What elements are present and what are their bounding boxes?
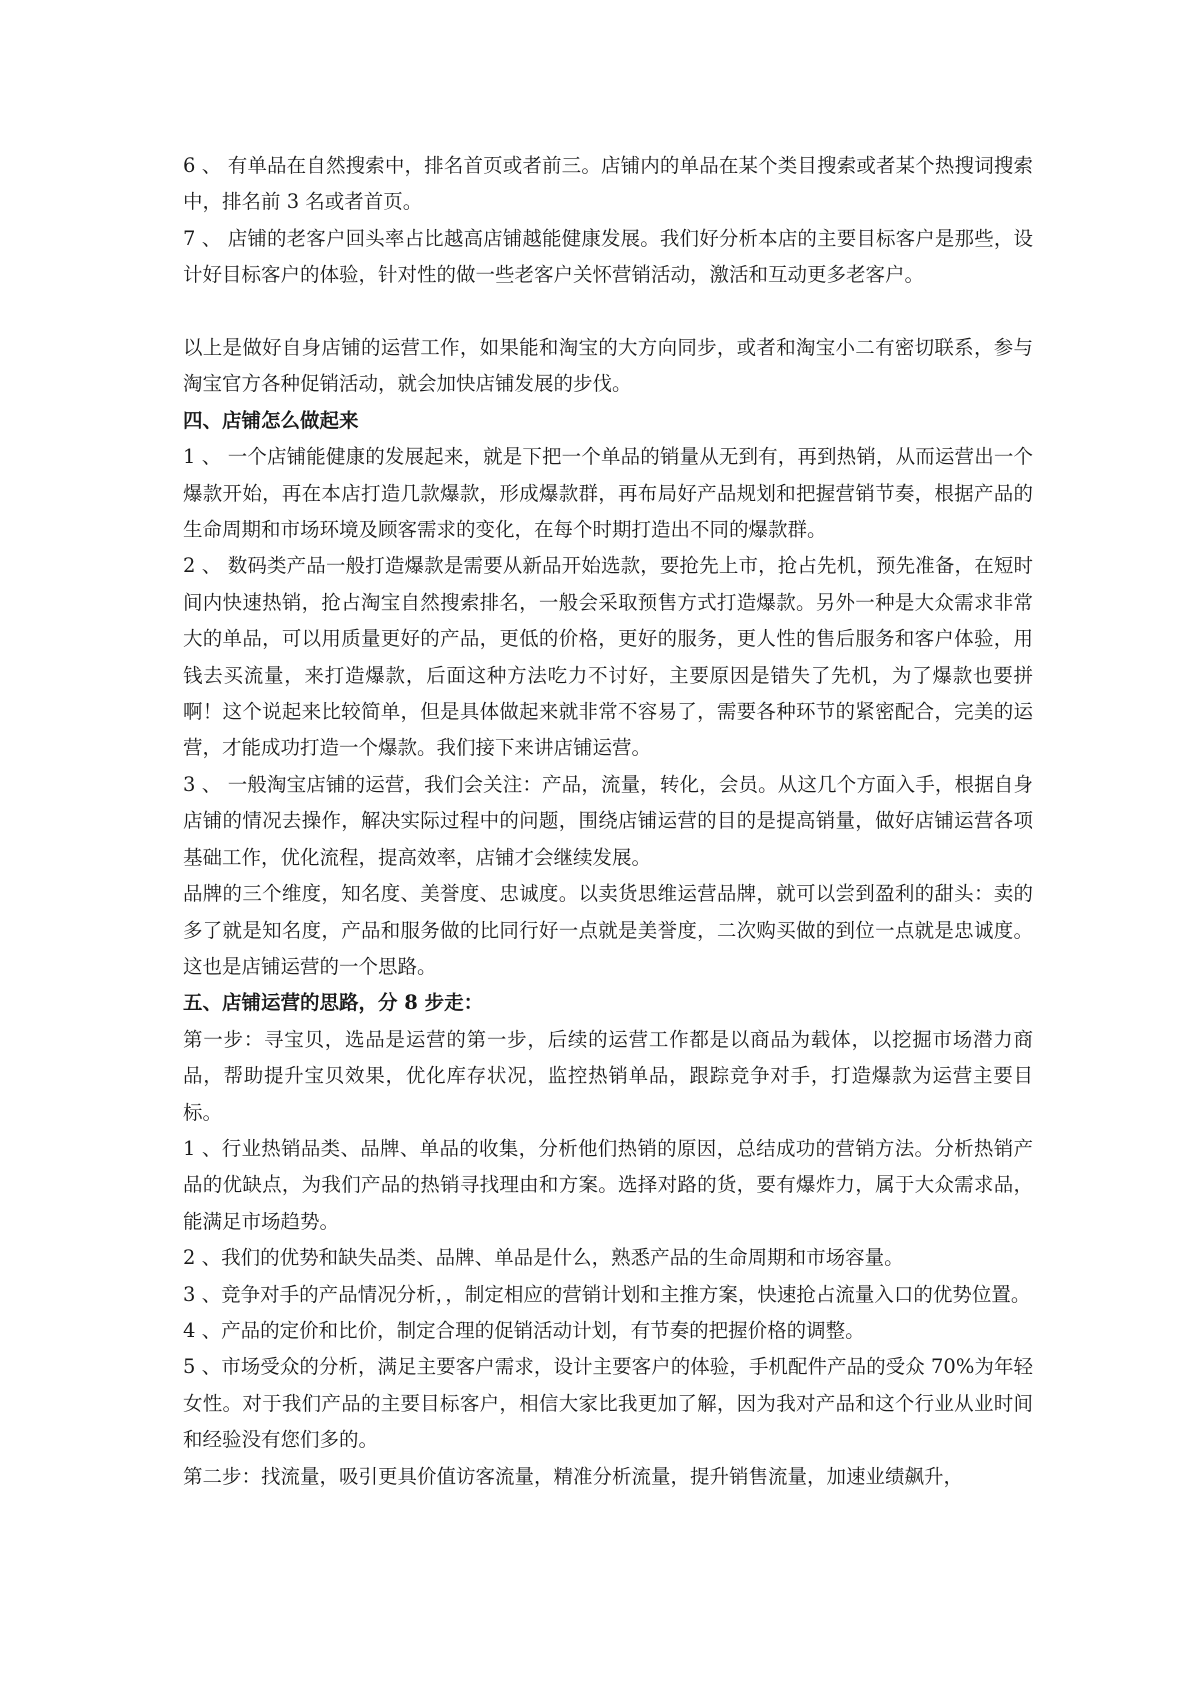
- section-heading: 五、店铺运营的思路，分 8 步走：: [183, 991, 484, 1015]
- paragraph: 3 、竞争对手的产品情况分析，，制定相应的营销计划和主推方案，快速抢占流量入口的优势位置。: [183, 1282, 1031, 1306]
- paragraph: 2 、 数码类产品一般打造爆款是需要从新品开始选款，要抢先上市，抢占先机，预先准备，在短时间内快速热销，抢占淘宝自然搜索排名，一般会采取预售方式打造爆款。另外一种是大众需求非常大的单品，可以用质量更好的产品，更低的价格，更好的服务，更人性的售后服务和客户体验，用钱去买流量，来打造爆款，后面这种方法吃力不讨好，主要原因是错失了先机，为了爆款也要拼啊！这个说起来比较简单，但是具体做起来就非常不容易了，需要各种环节的紧密配合，完美的运营，才能成功打造一个爆款。我们接下来讲店铺运营。: [183, 554, 1033, 760]
- paragraph: 1 、行业热销品类、品牌、单品的收集，分析他们热销的原因，总结成功的营销方法。分析热销产品的优缺点，为我们产品的热销寻找理由和方案。选择对路的货，要有爆炸力，属于大众需求品，能满足市场趋势。: [183, 1136, 1033, 1233]
- document-page: [183, 148, 1033, 1495]
- paragraph: 1 、 一个店铺能健康的发展起来，就是下把一个单品的销量从无到有，再到热销，从而运营出一个爆款开始，再在本店打造几款爆款，形成爆款群，再布局好产品规划和把握营销节奏，根据产品的生命周期和市场环境及顾客需求的变化，在每个时期打造出不同的爆款群。: [183, 445, 1033, 542]
- paragraph: 第一步：寻宝贝，选品是运营的第一步，后续的运营工作都是以商品为载体，以挖掘市场潜力商品，帮助提升宝贝效果，优化库存状况，监控热销单品，跟踪竞争对手，打造爆款为运营主要目标。: [183, 1027, 1033, 1124]
- paragraph: 7 、 店铺的老客户回头率占比越高店铺越能健康发展。我们好分析本店的主要目标客户是那些，设计好目标客户的体验，针对性的做一些老客户关怀营销活动，激活和互动更多老客户。: [183, 226, 1033, 287]
- paragraph: 3 、 一般淘宝店铺的运营，我们会关注：产品，流量，转化，会员。从这几个方面入手，根据自身店铺的情况去操作，解决实际过程中的问题，围绕店铺运营的目的是提高销量，做好店铺运营各项基础工作，优化流程，提高效率，店铺才会继续发展。: [183, 772, 1033, 869]
- paragraph: 4 、产品的定价和比价，制定合理的促销活动计划，有节奏的把握价格的调整。: [183, 1318, 865, 1342]
- blank-line: [183, 294, 1033, 330]
- paragraph: 5 、市场受众的分析，满足主要客户需求，设计主要客户的体验，手机配件产品的受众 70%为年轻女性。对于我们产品的主要目标客户，相信大家比我更加了解，因为我对产品和这个行业从业时间和经验没有您们多的。: [183, 1355, 1033, 1452]
- paragraph: 品牌的三个维度，知名度、美誉度、忠诚度。以卖货思维运营品牌，就可以尝到盈利的甜头：卖的多了就是知名度，产品和服务做的比同行好一点就是美誉度，二次购买做的到位一点就是忠诚度。这也是店铺运营的一个思路。: [183, 882, 1033, 978]
- section-heading: 四、店铺怎么做起来: [183, 408, 359, 432]
- paragraph: 2 、我们的优势和缺失品类、品牌、单品是什么，熟悉产品的生命周期和市场容量。: [183, 1246, 904, 1270]
- paragraph: 6 、 有单品在自然搜索中，排名首页或者前三。店铺内的单品在某个类目搜索或者某个热搜词搜索中，排名前 3 名或者首页。: [183, 154, 1033, 214]
- paragraph: 以上是做好自身店铺的运营工作，如果能和淘宝的大方向同步，或者和淘宝小二有密切联系，参与淘宝官方各种促销活动，就会加快店铺发展的步伐。: [183, 336, 1033, 396]
- paragraph: 第二步：找流量，吸引更具价值访客流量，精准分析流量，提升销售流量，加速业绩飙升，: [183, 1464, 964, 1488]
